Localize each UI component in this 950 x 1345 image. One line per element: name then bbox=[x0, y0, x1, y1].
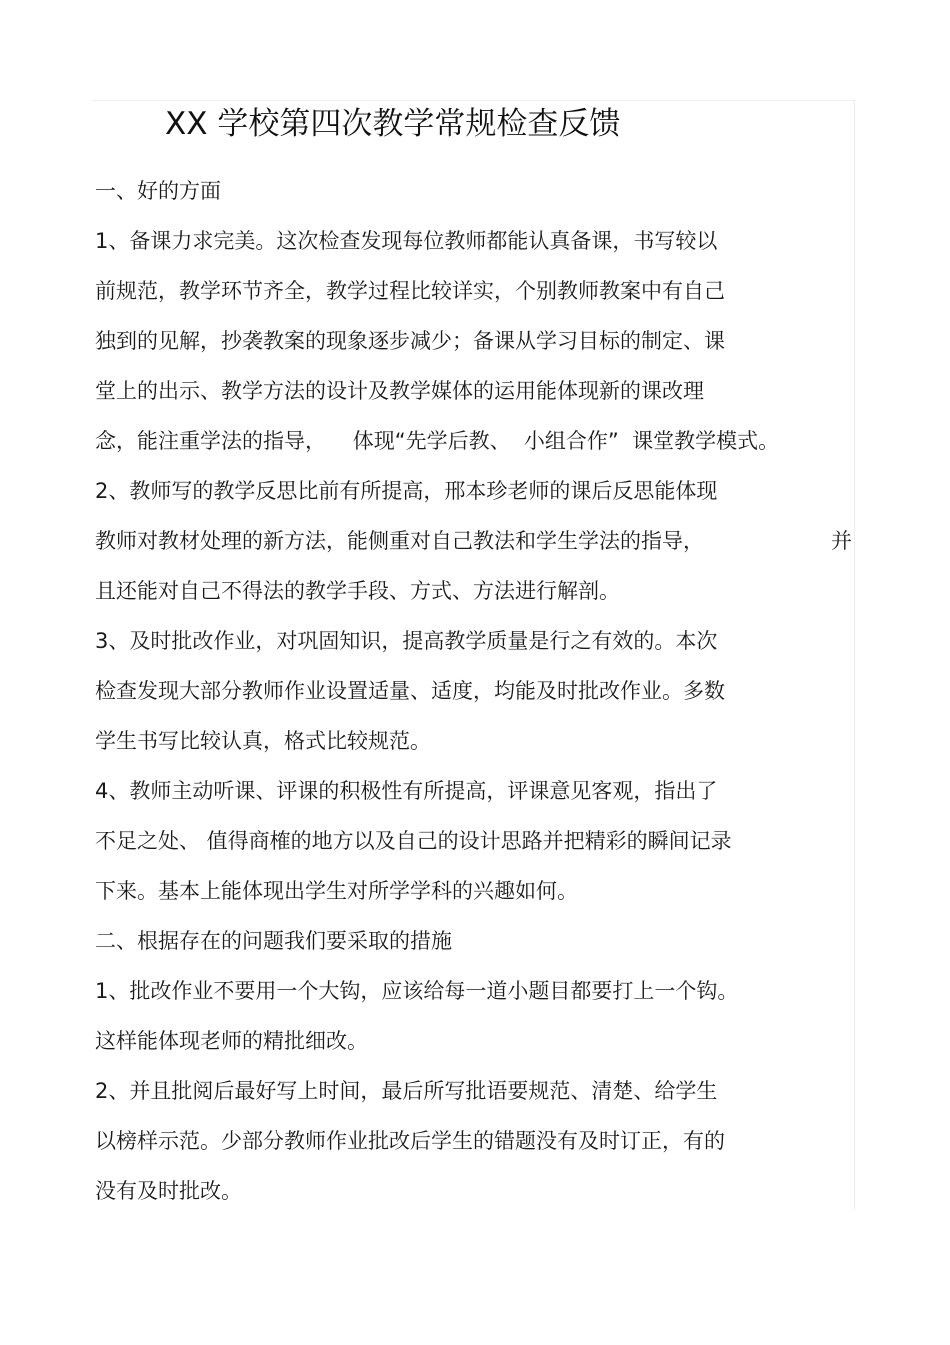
paragraph-line: 以榜样示范。少部分教师作业批改后学生的错题没有及时订正，有的 bbox=[95, 1129, 725, 1153]
section-heading-measures: 二、根据存在的问题我们要采取的措施 bbox=[95, 929, 452, 953]
paragraph-line: 2、教师写的教学反思比前有所提高，邢本珍老师的课后反思能体现 bbox=[95, 479, 718, 503]
paragraph-line: 独到的见解，抄袭教案的现象逐步减少；备课从学习目标的制定、课 bbox=[95, 329, 725, 353]
document-title: XX 学校第四次教学常规检查反馈 bbox=[165, 106, 621, 142]
paragraph-line: 没有及时批改。 bbox=[95, 1179, 242, 1203]
paragraph-line: 1、备课力求完美。这次检查发现每位教师都能认真备课，书写较以 bbox=[95, 229, 718, 253]
paragraph-line: 1、批改作业不要用一个大钩，应该给每一道小题目都要打上一个钩。 bbox=[95, 979, 739, 1003]
paragraph-line: 学生书写比较认真，格式比较规范。 bbox=[95, 729, 431, 753]
paragraph-line: 3、及时批改作业，对巩固知识，提高教学质量是行之有效的。本次 bbox=[95, 629, 718, 653]
paragraph-line: 堂上的出示、教学方法的设计及教学媒体的运用能体现新的课改理 bbox=[95, 379, 704, 403]
paragraph-line: 4、教师主动听课、评课的积极性有所提高，评课意见客观，指出了 bbox=[95, 779, 718, 803]
section-heading-good-aspects: 一、好的方面 bbox=[95, 179, 221, 203]
paragraph-line: 且还能对自己不得法的教学手段、方式、方法进行解剖。 bbox=[95, 579, 620, 603]
paragraph-line: 检查发现大部分教师作业设置适量、适度，均能及时批改作业。多数 bbox=[95, 679, 725, 703]
paragraph-line: 2、并且批阅后最好写上时间，最后所写批语要规范、清楚、给学生 bbox=[95, 1079, 718, 1103]
paragraph-line-trailing-char: 并 bbox=[831, 529, 852, 553]
paragraph-line: 教师对教材处理的新方法，能侧重对自己教法和学生学法的指导， bbox=[95, 529, 704, 553]
paragraph-line: 这样能体现老师的精批细改。 bbox=[95, 1029, 368, 1053]
paragraph-line: 不足之处、 值得商榷的地方以及自己的设计思路并把精彩的瞬间记录 bbox=[95, 829, 732, 853]
paragraph-line: 念，能注重学法的指导， 体现“先学后教、 小组合作” 课堂教学模式。 bbox=[95, 429, 780, 453]
paragraph-line: 前规范，教学环节齐全，教学过程比较详实，个别教师教案中有自己 bbox=[95, 279, 725, 303]
paragraph-line: 下来。基本上能体现出学生对所学学科的兴趣如何。 bbox=[95, 879, 578, 903]
